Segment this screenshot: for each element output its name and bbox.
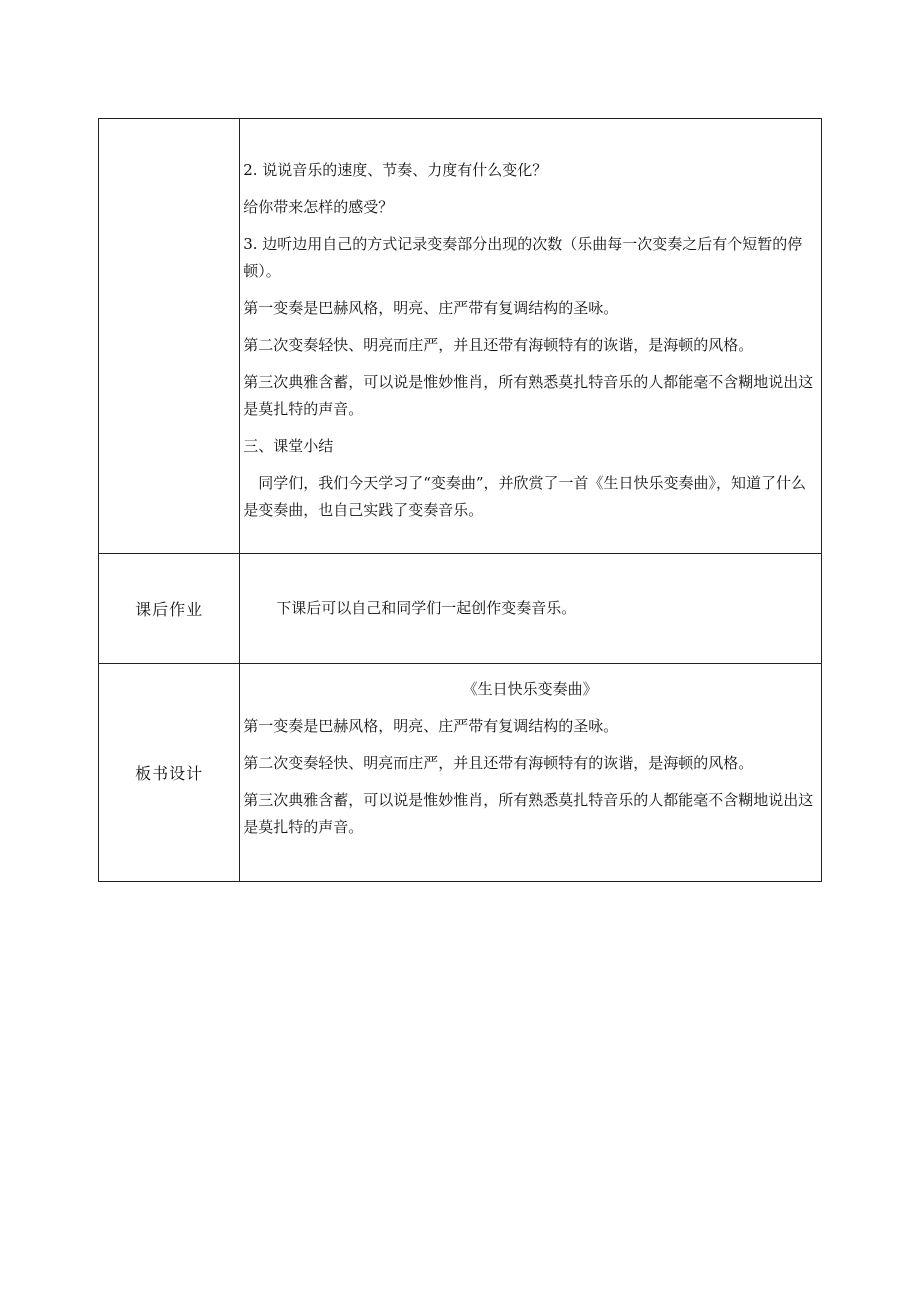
homework-label: 课后作业 (99, 554, 240, 664)
question-2: 2. 说说音乐的速度、节奏、力度有什么变化？ (243, 161, 548, 179)
board-design-row (99, 664, 822, 882)
process-content-cell (240, 119, 822, 554)
process-label-cell (99, 119, 240, 554)
board-line-2: 第二次变奏轻快、明亮而庄严，并且还带有海顿特有的诙谐，是海顿的风格。 (243, 754, 754, 772)
homework-text: 下课后可以自己和同学们一起创作变奏音乐。 (276, 599, 577, 617)
variation-1-text: 第一变奏是巴赫风格，明亮、庄严带有复调结构的圣咏。 (243, 299, 619, 317)
homework-content (240, 595, 821, 622)
board-title: 《生日快乐变奏曲》 (462, 680, 598, 698)
process-content (240, 119, 821, 524)
question-2-followup: 给你带来怎样的感受？ (243, 198, 394, 216)
homework-row (99, 554, 822, 664)
teaching-process-row (99, 119, 822, 554)
board-line-3: 第三次典雅含蓄，可以说是惟妙惟肖，所有熟悉莫扎特音乐的人都能毫不含糊地说出这是莫扎特的声音。 (243, 791, 814, 836)
homework-content-cell (240, 554, 822, 664)
board-content (240, 664, 821, 841)
board-line-1: 第一变奏是巴赫风格，明亮、庄严带有复调结构的圣咏。 (243, 717, 619, 735)
variation-2-text: 第二次变奏轻快、明亮而庄严，并且还带有海顿特有的诙谐，是海顿的风格。 (243, 336, 754, 354)
question-3: 3. 边听边用自己的方式记录变奏部分出现的次数（乐曲每一次变奏之后有个短暂的停顿）。 (243, 235, 803, 280)
board-label: 板书设计 (99, 664, 240, 882)
variation-3-text: 第三次典雅含蓄，可以说是惟妙惟肖，所有熟悉莫扎特音乐的人都能毫不含糊地说出这是莫扎特的声音。 (243, 373, 814, 418)
summary-text: 同学们，我们今天学习了“变奏曲”，并欣赏了一首《生日快乐变奏曲》，知道了什么是变奏曲，也自己实践了变奏音乐。 (243, 474, 807, 519)
lesson-plan-table (98, 118, 822, 882)
summary-heading: 三、课堂小结 (243, 437, 334, 455)
board-content-cell (240, 664, 822, 882)
